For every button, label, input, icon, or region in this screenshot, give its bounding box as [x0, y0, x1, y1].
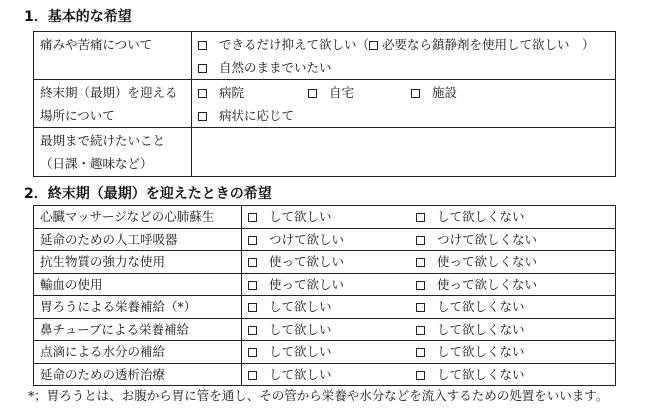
option-no-label: して欲しくない: [437, 344, 525, 359]
checkbox-no[interactable]: [416, 371, 425, 380]
table-row: [34, 341, 616, 364]
treatment-options: [242, 228, 616, 251]
table-row: [34, 228, 616, 251]
hobby-label: [34, 128, 192, 177]
option-facility-label: 施設: [432, 85, 458, 100]
option-no-label: 使って欲しくない: [437, 276, 538, 292]
checkbox-yes[interactable]: [248, 303, 257, 312]
table-row: [34, 296, 616, 319]
checkbox-no[interactable]: [416, 213, 425, 222]
checkbox-suppress[interactable]: [198, 41, 207, 50]
option-no-label: して欲しくない: [437, 366, 525, 382]
option-yes-label: して欲しい: [269, 209, 332, 224]
table-row: [34, 251, 616, 274]
checkbox-hospital[interactable]: [198, 89, 207, 98]
option-home-label: 自宅: [329, 85, 355, 100]
checkbox-yes[interactable]: [248, 281, 257, 290]
option-yes-label: つけて欲しい: [269, 231, 345, 247]
pain-options: [192, 32, 616, 80]
treatment-label: 抗生物質の強力な使用: [34, 251, 242, 274]
option-yes-label: して欲しい: [269, 366, 332, 382]
treatment-label: 輸血の使用: [34, 273, 242, 296]
table-row: [34, 206, 616, 229]
option-no-label: して欲しくない: [437, 209, 525, 224]
place-label-line2: 場所について: [40, 108, 115, 123]
treatment-options: [242, 341, 616, 364]
table-row: [34, 318, 616, 341]
checkbox-natural[interactable]: [198, 64, 207, 73]
option-yes-label: して欲しい: [269, 344, 332, 359]
checkbox-no[interactable]: [416, 303, 425, 312]
checkbox-no[interactable]: [416, 348, 425, 357]
option-no-label: つけて欲しくない: [437, 231, 538, 247]
checkbox-home[interactable]: [308, 89, 317, 98]
checkbox-no[interactable]: [416, 281, 425, 290]
hobby-label-line1: 最期まで続けたいこと: [40, 133, 166, 148]
place-label-line1: 終末期（最期）を迎える: [40, 85, 178, 100]
end-of-life-wishes-table: [33, 205, 616, 386]
treatment-options: [242, 363, 616, 386]
option-suppress-label: できるだけ抑えて欲しい（: [219, 37, 370, 52]
option-hospital-label: 病院: [219, 85, 245, 100]
checkbox-yes[interactable]: [248, 326, 257, 335]
treatment-label: 点滴による水分の補給: [34, 341, 242, 364]
option-yes-label: 使って欲しい: [269, 276, 345, 292]
hobby-input-area[interactable]: [192, 128, 616, 177]
checkbox-yes[interactable]: [248, 371, 257, 380]
basic-wishes-table: [33, 31, 616, 177]
table-row-hobby: [34, 128, 616, 177]
checkbox-condition[interactable]: [198, 112, 207, 121]
footnote: *；胃ろうとは、お腹から胃に管を通し、その管から栄養や水分などを流入するための処置をいいます。: [28, 388, 609, 403]
treatment-options: [242, 206, 616, 229]
checkbox-no[interactable]: [416, 326, 425, 335]
option-no-label: して欲しくない: [437, 299, 525, 314]
option-yes-label: 使って欲しい: [269, 254, 345, 269]
checkbox-no[interactable]: [416, 236, 425, 245]
treatment-label: 延命のための人工呼吸器: [34, 228, 242, 251]
option-no-label: 使って欲しくない: [437, 254, 538, 269]
treatment-options: [242, 318, 616, 341]
table-row-place: [34, 80, 616, 128]
option-yes-label: して欲しい: [269, 299, 332, 314]
checkbox-yes[interactable]: [248, 258, 257, 267]
treatment-options: [242, 296, 616, 319]
treatment-label: 延命のための透析治療: [34, 363, 242, 386]
option-condition-label: 病状に応じて: [219, 108, 295, 123]
checkbox-yes[interactable]: [248, 213, 257, 222]
treatment-options: [242, 273, 616, 296]
option-no-label: して欲しくない: [437, 321, 525, 337]
checkbox-yes[interactable]: [248, 236, 257, 245]
pain-label: 痛みや苦痛について: [34, 32, 192, 80]
checkbox-yes[interactable]: [248, 348, 257, 357]
checkbox-facility[interactable]: [411, 89, 420, 98]
table-row-pain: [34, 32, 616, 80]
table-row: [34, 363, 616, 386]
place-options: [192, 80, 616, 128]
option-natural-label: 自然のままでいたい: [219, 60, 332, 75]
table-row: [34, 273, 616, 296]
treatment-label: 鼻チューブによる栄養補給: [34, 318, 242, 341]
checkbox-no[interactable]: [416, 258, 425, 267]
option-yes-label: して欲しい: [269, 321, 332, 337]
treatment-options: [242, 251, 616, 274]
section2-heading: 2．終末期（最期）を迎えたときの希望: [24, 186, 272, 202]
section1-heading: 1．基本的な希望: [24, 9, 132, 25]
treatment-label: 胃ろうによる栄養補給（*）: [34, 296, 242, 319]
hobby-label-line2: （日課・趣味など）: [40, 156, 153, 171]
treatment-label: 心臓マッサージなどの心肺蘇生: [34, 206, 242, 229]
checkbox-sedative[interactable]: [369, 41, 378, 50]
place-label: [34, 80, 192, 128]
option-sedative-label: 必要なら鎮静剤を使用して欲しい ）: [382, 37, 595, 52]
